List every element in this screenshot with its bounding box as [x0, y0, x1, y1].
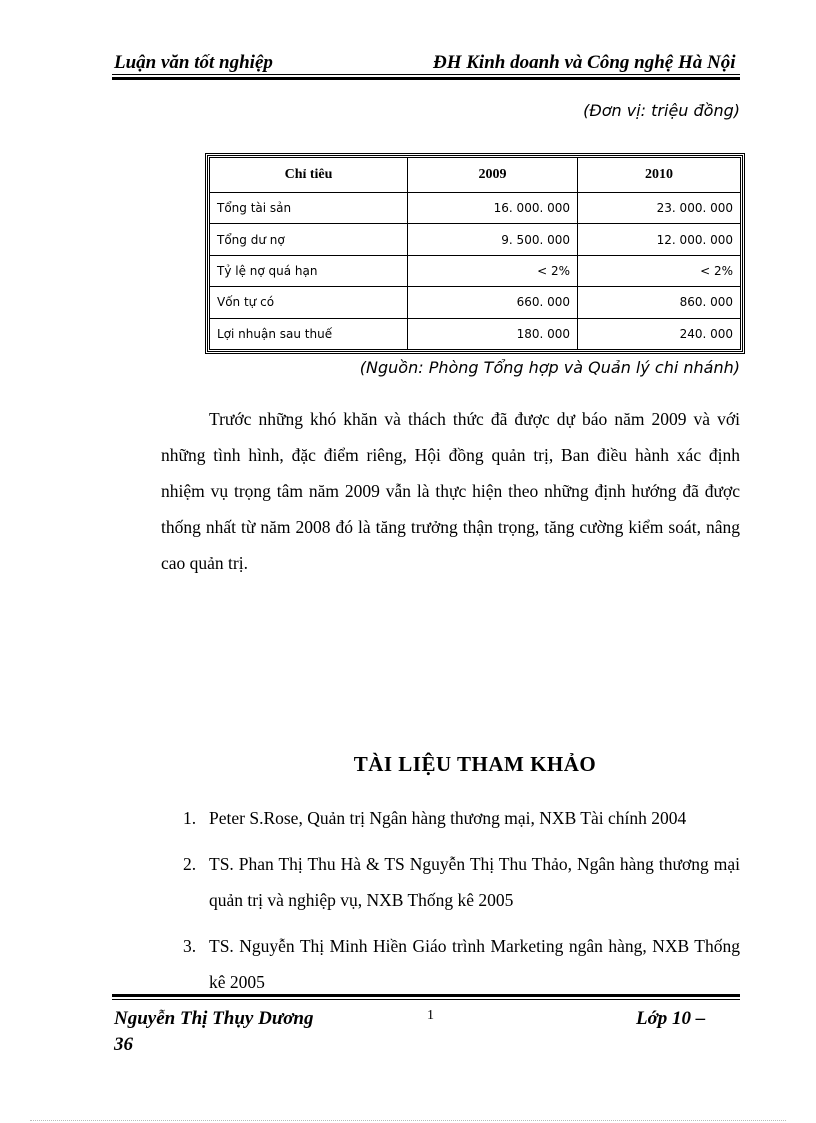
header-rule	[112, 74, 740, 75]
page-number: 1	[427, 1008, 434, 1023]
footer-author: Nguyễn Thị Thụy Dương	[114, 1008, 314, 1029]
footer-rule	[112, 999, 740, 1000]
value-2009: 9. 500. 000	[408, 224, 578, 255]
row-label: Tỷ lệ nợ quá hạn	[210, 255, 408, 286]
reference-item	[183, 800, 740, 836]
page-edge	[30, 1120, 786, 1121]
table-row	[210, 318, 741, 349]
table-row	[210, 224, 741, 255]
references-title: TÀI LIỆU THAM KHẢO	[353, 752, 597, 776]
body-paragraph: Trước những khó khăn và thách thức đã được dự báo năm 2009 và với những tình hình, đặc điểm riêng, Hội đồng quản trị, Ban điều hành xác định nhiệm vụ trọng tâm năm 2009 vẫn là thực hiện theo những định hướng đã được thống nhất từ năm 2008 đó là tăng trưởng thận trọng, tăng cường kiểm soát, nâng cao quản trị.	[161, 409, 740, 573]
footer-rule-thick	[112, 994, 740, 997]
row-label: Vốn tự có	[210, 287, 408, 318]
financial-table	[205, 153, 745, 354]
table-row	[210, 255, 741, 286]
unit-note: (Đơn vị: triệu đồng)	[583, 101, 740, 120]
table-header-row	[210, 158, 741, 193]
footer-class: Lớp 10 –	[636, 1008, 706, 1029]
table-row	[210, 287, 741, 318]
footer-class-number: 36	[114, 1034, 133, 1055]
value-2010: 12. 000. 000	[578, 224, 741, 255]
table-header-cell: 2010	[578, 158, 741, 193]
table-row	[210, 193, 741, 224]
header-rule-thick	[112, 77, 740, 80]
header-university: ĐH Kinh doanh và Công nghệ Hà Nội	[433, 52, 736, 73]
reference-item	[183, 846, 740, 918]
value-2010: 23. 000. 000	[578, 193, 741, 224]
value-2009: < 2%	[408, 255, 578, 286]
reference-text: Peter S.Rose, Quản trị Ngân hàng thương mại, NXB Tài chính 2004	[209, 808, 687, 828]
reference-number: 3.	[183, 936, 197, 956]
row-label: Lợi nhuận sau thuế	[210, 318, 408, 349]
value-2010: 860. 000	[578, 287, 741, 318]
reference-number: 1.	[183, 808, 197, 828]
value-2009: 16. 000. 000	[408, 193, 578, 224]
header-thesis-title: Luận văn tốt nghiệp	[114, 52, 273, 73]
row-label: Tổng dư nợ	[210, 224, 408, 255]
reference-text: TS. Nguyễn Thị Minh Hiền Giáo trình Marketing ngân hàng, NXB Thống kê 2005	[209, 936, 740, 992]
reference-text: TS. Phan Thị Thu Hà & TS Nguyễn Thị Thu Thảo, Ngân hàng thương mại quản trị và nghiệp vụ, NXB Thống kê 2005	[209, 854, 740, 910]
table-header-cell: 2009	[408, 158, 578, 193]
source-note: (Nguồn: Phòng Tổng hợp và Quản lý chi nhánh)	[359, 358, 740, 377]
references-list	[183, 800, 740, 1010]
row-label: Tổng tài sản	[210, 193, 408, 224]
table-header-cell: Chỉ tiêu	[210, 158, 408, 193]
value-2009: 180. 000	[408, 318, 578, 349]
reference-number: 2.	[183, 854, 197, 874]
value-2009: 660. 000	[408, 287, 578, 318]
reference-item	[183, 928, 740, 1000]
value-2010: 240. 000	[578, 318, 741, 349]
value-2010: < 2%	[578, 255, 741, 286]
